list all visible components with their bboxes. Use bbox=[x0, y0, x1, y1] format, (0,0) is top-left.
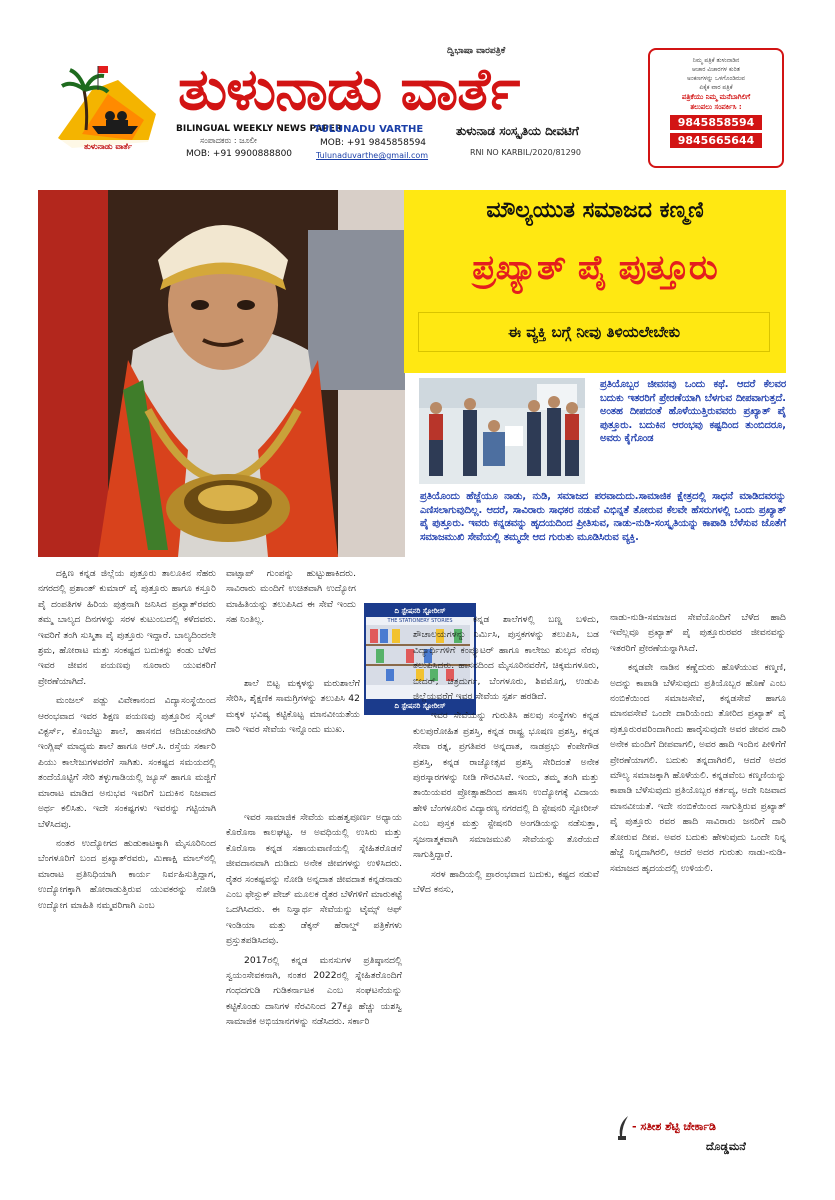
article-paragraph: ಕನ್ನಡ ಶಾಲೆಗಳಲ್ಲಿ ಬಣ್ಣ ಬಳಿದು, ಶೌಚಾಲಯಗಳನ್ನು ನಿರ್ಮಿಸಿ, ಪುಸ್ತಕಗಳನ್ನು ತಲುಪಿಸಿ, ಬಡ ವಿದ್ಯಾರ್ಥಿಗಳಿಗೆ ಕಂಪ್ಯೂಟರ್ ಹಾಗೂ ಕಾಲೇಜು ಶುಲ್ಕದ ನೆರವು ತಲುಪಿಸಿದರು. ಹಾಸನದಿಂದ ಮೈಸೂರಿನವರೆಗೆ, ಚಿಕ್ಕಮಗಳೂರು, ಬೀದರ್, ಚಿತ್ರದುರ್ಗ, ಬೆಂಗಳೂರು, ಶಿವಮೊಗ್ಗ, ಉಡುಪಿ ಜಿಲ್ಲೆಯವರೆಗೆ ಇವರ ಸೇವೆಯ ಸ್ಪರ್ಶ ಹರಡಿದೆ. bbox=[413, 614, 599, 703]
article-paragraph: ವಾಟ್ಸಾಪ್ ಗುಂಪನ್ನು ಹುಟ್ಟುಹಾಕಿದರು. ಸಾವಿರಾರು ಮಂದಿಗೆ ಉಚಿತವಾಗಿ ಉದ್ಯೋಗ ಮಾಹಿತಿಯನ್ನು ತಲುಪಿಸಿದ ಈ ಸೇವೆ ಇಂದು ಸಹ ನಿಂತಿಲ್ಲ. bbox=[226, 568, 356, 626]
ad-phone-1: 9845858594 bbox=[670, 115, 762, 130]
masthead-slogan: ತುಳುನಾಡ ಸಂಸ್ಕೃತಿಯ ದೀವಟಿಗೆ bbox=[456, 124, 579, 138]
article-paragraph: 2017ರಲ್ಲಿ ಕನ್ನಡ ಮನಸುಗಳ ಪ್ರತಿಷ್ಠಾನದಲ್ಲಿ ಸ್ವಯಂಸೇವಕನಾಗಿ, ನಂತರ 2022ರಲ್ಲಿ ಸ್ನೇಹಿತರೊಂದಿಗೆ ಗಂಧದಗುಡಿ ಗುಡಿಕರ್ನಾಟಕ ಎಂಬ ಸಂಘಟನೆಯನ್ನು ಕಟ್ಟಿಕೊಂಡು ದಾನಿಗಳ ನೆರವಿನಿಂದ 27ಕ್ಕೂ ಹೆಚ್ಚು ಯಶಸ್ವಿ ಸಾಮಾಜಿಕ ಅಭಿಯಾನಗಳನ್ನು ನಡೆಸಿದರು. ಸರ್ಕಾರಿ bbox=[226, 954, 402, 1028]
ad-call-line: ಪತ್ರಿಕೆಯು ನಿಮ್ಮ ಮನೆಬಾಗಿಲಿಗೆ bbox=[681, 93, 751, 101]
portrait-photo-graphic bbox=[38, 190, 405, 557]
editor-phone: MOB: +91 9900888800 bbox=[186, 149, 293, 159]
article-paragraph: ಇವರ ಸಾಮಾಜಿಕ ಸೇವೆಯ ಮಹತ್ವಪೂರ್ಣ ಅಧ್ಯಾಯ ಕೊರೊನಾ ಕಾಲಘಟ್ಟ. ಆ ಅವಧಿಯಲ್ಲಿ ಉಸಿರು ಮತ್ತು ಕೊರೊನಾ ಕನ್ನಡ ಸಹಾಯವಾಣಿಯಲ್ಲಿ ಸ್ನೇಹಿತರೊಡನೆ ಜೀವದಾನವಾಗಿ ದುಡಿದು ಅನೇಕ ಜೀವಗಳನ್ನು ಉಳಿಸಿದರು. ರೈತರ ಸಂಕಷ್ಟವನ್ನು ನೋಡಿ ಅನ್ನದಾತ ಜೀವದಾತ ಕನ್ನಡನಾಡು ಎಂಬ ಫೇಸ್ಬುಕ್ ಪೇಜ್ ಮೂಲಕ ರೈತರ ಬೆಳೆಗಳಿಗೆ ಮಾರುಕಟ್ಟೆ ಒದಗಿಸಿದರು. ಈ ನಿಸ್ವಾರ್ಥ ಸೇವೆಯನ್ನು ಟೈಮ್ಸ್ ಆಫ್ ಇಂಡಿಯಾ ಮತ್ತು ಡೆಕ್ಕನ್ ಹೆರಾಲ್ಡ್ ಪತ್ರಿಕೆಗಳು ಪ್ರಸ್ತುತಪಡಿಸಿದವು. bbox=[226, 812, 402, 947]
brand-phone: MOB: +91 9845858594 bbox=[320, 138, 427, 148]
article-column-2-top bbox=[226, 566, 356, 632]
quill-pen-icon bbox=[614, 1114, 632, 1142]
article-paragraph: ದಕ್ಷಿಣ ಕನ್ನಡ ಜಿಲ್ಲೆಯ ಪುತ್ತೂರು ತಾಲೂಕಿನ ನೆಹರು ನಗರದಲ್ಲಿ ಪ್ರಶಾಂತ್ ಕುಮಾರ್ ಪೈ ಪುತ್ತೂರು ಹಾಗೂ ಕಸ್ತೂರಿ ಪೈ ದಂಪತಿಗಳ ಹಿರಿಯ ಪುತ್ರನಾಗಿ ಜನಿಸಿದ ಪ್ರಖ್ಯಾತ್‌ರವರು ತಮ್ಮ ಬಾಲ್ಯದ ದಿನಗಳನ್ನು ಸರಳ ಕುಟುಂಬದಲ್ಲಿ ಕಳೆದವರು. ಇವರಿಗೆ ತಂಗಿ ಸುಸ್ಮಿತಾ ಪೈ ಪುತ್ತೂರು ಇದ್ದಾರೆ. ಬಾಲ್ಯದಿಂದಲೇ ಶ್ರಮ, ಹೋರಾಟ ಮತ್ತು ಸಂಕಷ್ಟದ ಬದುಕನ್ನು ಕಂಡು ಬೆಳೆದ ಇವರ ಜೀವನ ಪಯಣವು ನೂರಾರು ಯುವಕರಿಗೆ ಪ್ರೇರಣೆಯಾಗಿದೆ. bbox=[38, 568, 216, 687]
author-byline: - ಸತೀಶ ಶೆಟ್ಟಿ ಚೇರ್ಕಾಡಿ bbox=[632, 1120, 716, 1133]
brand-email-link[interactable]: Tulunaduvarthe@gmail.com bbox=[316, 151, 429, 160]
article-paragraph: ನಂತರ ಉದ್ಯೋಗದ ಹುಡುಕಾಟಕ್ಕಾಗಿ ಮೈಸೂರಿನಿಂದ ಬೆಂಗಳೂರಿಗೆ ಬಂದ ಪ್ರಖ್ಯಾತ್‌ರವರು, ಮಿಣಾಕ್ಷಿ ಮಾಲ್‌ನಲ್ಲಿ ಮಾರಾಟ ಪ್ರತಿನಿಧಿಯಾಗಿ ಕಾರ್ಯ ನಿರ್ವಹಿಸುತ್ತಿದ್ದಾಗ, ಉದ್ಯೋಗಕ್ಕಾಗಿ ಹೋರಾಡುತ್ತಿರುವ ಯುವಕರನ್ನು ನೋಡಿ ಉದ್ಯೋಗ ಮಾಹಿತಿ ನಮ್ಮವರಿಗಾಗಿ ಎಂಬ bbox=[38, 837, 216, 911]
author-place: ದೊಡ್ಡಮನೆ bbox=[706, 1140, 746, 1153]
logo-caption: ತುಳುನಾಡು ವಾರ್ತೆ bbox=[83, 142, 133, 151]
newspaper-logo bbox=[52, 50, 164, 158]
article-paragraph: ಕನ್ನಡವೇ ನಾಡಿನ ಕಣ್ಣೆದುರು ಹೊಳೆಯುವ ಕಣ್ಮಣಿ, ಅದನ್ನು ಕಾಪಾಡಿ ಬೆಳೆಸುವುದು ಪ್ರತಿಯೊಬ್ಬರ ಹೊಣೆ ಎಂಬ ನಂಬಿಕೆಯಿಂದ ಸಮಾಜಸೇವೆ, ಕನ್ನಡಸೇವೆ ಹಾಗೂ ಮಾನವಸೇವೆ ಒಂದೇ ದಾರಿಯೆಂದು ತೋರಿದ ಪ್ರಖ್ಯಾತ್ ಪೈ ಪುತ್ತೂರುರವರಿಂದಾಗಿಂದು ಹಾರೈಸುವುದೇ ಅವರ ಜೀವನ ದಾರಿ ಅನೇಕ ಮಂದಿಗೆ ದೀಪವಾಗಲಿ, ಅವರ ಹಾದಿ ಇಂದಿನ ಪೀಳಿಗೆಗೆ ಪ್ರೇರಣೆಯಾಗಲಿ. ಬದುಕು ತನ್ನದಾಗಿರಲಿ, ಆದರೆ ಅದರ ಮೌಲ್ಯ ಸಮಾಜಕ್ಕಾಗಿ ಹೊಳೆಯಲಿ. ಕನ್ನಡವೆಂಬ ಕಣ್ಮಣಿಯನ್ನು ಕಾಪಾಡಿ ಬೆಳೆಸುವುದು ಪ್ರತಿಯೊಬ್ಬರ ಕರ್ತವ್ಯ, ಅದೇ ನಿಜವಾದ ಮಾನವೀಯತೆ. ಇದೇ ನಂಬಿಕೆಯಿಂದ ಸಾಗುತ್ತಿರುವ ಪ್ರಖ್ಯಾತ್ ಪೈ ಪುತ್ತೂರು ರವರ ಹಾದಿ ಸಾವಿರಾರು ಜನರಿಗೆ ದಾರಿ ತೋರುವ ದೀಪ. ಅವರ ಬದುಕು ಹೇಳುವುದು ಒಂದೇ ನಿನ್ನ ಹೆಜ್ಜೆ ನಿನ್ನದಾಗಿರಲಿ, ಆದರೆ ಅದರ ಗುರುತು ನಾಡು-ನುಡಿ-ಸಮಾಜದ ಹೃದಯದಲ್ಲಿ ಉಳಿಯಲಿ. bbox=[610, 662, 786, 874]
ad-line: ನಿಮ್ಮ ಪತ್ರಿಕೆ ತುಳುನಾಡಿನ bbox=[692, 57, 740, 64]
headline-kicker: ಮೌಲ್ಯಯುತ ಸಮಾಜದ ಕಣ್ಮಣಿ bbox=[486, 198, 704, 223]
masthead-tagline: ದ್ವಿಭಾಷಾ ವಾರಪತ್ರಿಕೆ bbox=[447, 46, 506, 56]
article-column-4 bbox=[610, 610, 786, 880]
ad-line: ಆಚಾರ ವಿಚಾರಗಳ ಕುರಿತ bbox=[692, 66, 740, 73]
intro-long-text: ಪ್ರತಿಯೊಂದು ಹೆಜ್ಜೆಯೂ ನಾಡು, ನುಡಿ, ಸಮಾಜದ ಪರವಾದುದು.ಸಾಮಾಜಿಕ ಕ್ಷೇತ್ರದಲ್ಲಿ ಸಾಧನೆ ಮಾಡಿದವರನ್ನು ಎಣಿಸಲಾಗುವುದಿಲ್ಲ. ಆದರೆ, ಸಾವಿರಾರು ಸಾಧಕರ ನಡುವೆ ವಿಭಿನ್ನತೆ ತೋರುವ ಕೆಲವೇ ಹೆಸರುಗಳಲ್ಲಿ ಒಂದು ಪ್ರಖ್ಯಾತ್ ಪೈ ಪುತ್ತೂರು. ಇವರು ಕನ್ನಡವನ್ನು ಹೃದಯದಿಂದ ಪ್ರೀತಿಸುವ, ನಾಡು-ನುಡಿ-ಸಂಸ್ಕೃತಿಯನ್ನು ಕಾಪಾಡಿ ಬೆಳೆಸುವ ಜೊತೆಗೆ ಸಮಾಜಮುಖಿ ಸೇವೆಯಲ್ಲಿ ತಮ್ಮದೇ ಆದ ಗುರುತು ಮೂಡಿಸಿರುವ ವ್ಯಕ್ತಿ. bbox=[420, 491, 786, 543]
article-column-2-lower bbox=[226, 810, 402, 1034]
group-photo bbox=[419, 378, 585, 484]
shop-ad-header: ದಿ ಸ್ಟೇಷನರಿ ಸ್ಟೋರೀಸ್ bbox=[366, 605, 474, 617]
shop-ad-subtitle: THE STATIONERY STORIES bbox=[387, 618, 453, 624]
portrait-photo bbox=[38, 190, 405, 557]
masthead-title: ತುಳುನಾಡು ವಾರ್ತೆ bbox=[178, 55, 520, 123]
article-paragraph: ಮಂಜಲ್ ಪಡ್ಪು ವಿವೇಕಾನಂದ ವಿದ್ಯಾಸಂಸ್ಥೆಯಿಂದ ಆರಂಭವಾದ ಇವರ ಶಿಕ್ಷಣ ಪಯಣವು ಪುತ್ತೂರಿನ ಸೈಂಟ್ ವಿಕ್ಟರ್ಸ್, ಕೊಂಬೆಟ್ಟು ಶಾಲೆ, ಹಾಸನದ ಆದಿಚುಂಚನಗಿರಿ ಇಂಗ್ಲಿಷ್ ಮಾಧ್ಯಮ ಶಾಲೆ ಹಾಗೂ ಆರ್.ಸಿ. ರಸ್ತೆಯ ಸರ್ಕಾರಿ ಪಿಯು ಕಾಲೇಜುಗಳವರೆಗೆ ಸಾಗಿತು. ಸಂಕಷ್ಟದ ಸಮಯದಲ್ಲಿ ತಂದೆಯೊಟ್ಟಿಗೆ ಸೇರಿ ತಳ್ಳುಗಾಡಿಯಲ್ಲಿ ಜ್ಯೂಸ್ ಹಾಗೂ ಮಜ್ಜಿಗೆ ಮಾರಾಟ ಮಾಡಿದ ಅನುಭವ ಇವರಿಗೆ ಬದುಕಿನ ನಿಜವಾದ ಅರ್ಥ ಕಲಿಸಿತು. ಇದೇ ಸಂಕಷ್ಟಗಳು ಇವರನ್ನು ಗಟ್ಟಿಯಾಗಿ ಬೆಳೆಸಿದವು. bbox=[38, 695, 216, 830]
subscription-ad-box bbox=[648, 48, 784, 168]
ad-line: ಅಂಕಣಗಳನ್ನು ಒಳಗೊಂಡಿರುವ bbox=[686, 75, 745, 82]
article-column-2 bbox=[226, 676, 360, 742]
article-paragraph: ಇವರ ಸೇವೆಯನ್ನು ಗುರುತಿಸಿ ಹಲವು ಸಂಸ್ಥೆಗಳು ಕನ್ನಡ ಕುಲಪುರೋಹಿತ ಪ್ರಶಸ್ತಿ, ಕನ್ನಡ ರಾಷ್ಟ್ರ ಭೂಷಣ ಪ್ರಶಸ್ತಿ, ಕನ್ನಡ ಸೇವಾ ರತ್ನ, ಪ್ರಗತಿಪರ ಅನ್ನದಾತ, ನಾಡಪ್ರಭು ಕೆಂಪೇಗೌಡ ಪ್ರಶಸ್ತಿ, ಕನ್ನಡ ರಾಜ್ಯೋತ್ಸವ ಪ್ರಶಸ್ತಿ ಸೇರಿದಂತೆ ಅನೇಕ ಪುರಸ್ಕಾರಗಳನ್ನು ನೀಡಿ ಗೌರವಿಸಿವೆ. ಇಂದು, ತಮ್ಮ ತಂಗಿ ಮತ್ತು ತಾಯಿಯವರ ಪ್ರೋತ್ಸಾಹದಿಂದ ಹಾಸನಿ ಉದ್ಯೋಗಕ್ಕೆ ವಿದಾಯ ಹೇಳಿ ಬೆಂಗಳೂರಿನ ವಿದ್ಯಾರಣ್ಯ ನಗರದಲ್ಲಿ ದಿ ಸ್ಟೇಷನರಿ ಸ್ಟೋರೀಸ್ ಎಂಬ ಪುಸ್ತಕ ಮತ್ತು ಸ್ಟೇಷನರಿ ಅಂಗಡಿಯನ್ನು ನಡೆಸುತ್ತಾ, ಸೃಜನಾತ್ಮಕವಾಗಿ ಸಮಾಜಮುಖಿ ಸೇವೆಯನ್ನು ತೊರೆಯದೆ ಸಾಗುತ್ತಿದ್ದಾರೆ. bbox=[413, 710, 599, 861]
headline-name: ಪ್ರಖ್ಯಾತ್ ಪೈ ಪುತ್ತೂರು bbox=[472, 248, 718, 288]
shop-ad-footer: ದಿ ಸ್ಟೇಷನರಿ ಸ್ಟೋರೀಸ್ bbox=[366, 699, 474, 713]
ad-call-line: ತಲುಪಲು ಸಂಪರ್ಕಿಸಿ : bbox=[690, 103, 742, 111]
rni-number: RNI NO KARBIL/2020/81290 bbox=[470, 148, 581, 157]
brand-english-name: TULUNADU VARTHE bbox=[314, 124, 424, 135]
intro-short-text: ಪ್ರತಿಯೊಬ್ಬರ ಜೀವನವು ಒಂದು ಕಥೆ. ಆದರೆ ಕೆಲವರ ಬದುಕು ಇತರರಿಗೆ ಪ್ರೇರಣೆಯಾಗಿ ಬೆಳಗುವ ದೀಪವಾಗುತ್ತದೆ. ಅಂತಹ ದೀಪದಂತೆ ಹೊಳೆಯುತ್ತಿರುವವರು ಪ್ರಖ್ಯಾತ್ ಪೈ ಪುತ್ತೂರು. ಬದುಕಿನ ಆರಂಭವು ಕಷ್ಟದಿಂದ ತುಂಬಿದರೂ, ಅವರು ಕೈಗೊಂಡ bbox=[600, 379, 786, 444]
bilingual-label: BILINGUAL WEEKLY NEWS PAPER bbox=[176, 124, 342, 134]
article-column-3 bbox=[413, 612, 599, 901]
article-paragraph: ಶಾಲೆ ಬಿಟ್ಟ ಮಕ್ಕಳನ್ನು ಮರುಶಾಲೆಗೆ ಸೇರಿಸಿ, ಶೈಕ್ಷಣಿಕ ಸಾಮಗ್ರಿಗಳನ್ನು ತಲುಪಿಸಿ 42 ಮಕ್ಕಳ ಭವಿಷ್ಯ ಕಟ್ಟಿಕೊಟ್ಟ ಮಾನವೀಯತೆಯ ದಾರಿ ಇವರ ಸೇವೆಯ ಇನ್ನೊಂದು ಮುಖ. bbox=[226, 678, 360, 736]
ad-line: ಏಕೈಕ ವಾರ ಪತ್ರಿಕೆ bbox=[699, 84, 733, 91]
article-column-1 bbox=[38, 566, 216, 917]
ad-phone-2: 9845665644 bbox=[670, 133, 762, 148]
editor-name: ಸಂಪಾದಕರು : ಜೂಲೀ bbox=[200, 136, 257, 145]
headline-tagline: ಈ ವ್ಯಕ್ತಿ ಬಗ್ಗೆ ನೀವು ತಿಳಿಯಲೇಬೇಕು bbox=[418, 312, 770, 352]
group-photo-graphic bbox=[419, 378, 585, 484]
article-paragraph: ನಾಡು-ನುಡಿ-ಸಮಾಜದ ಸೇವೆಯೊಂದಿಗೆ ಬೆಳೆದ ಹಾದಿ ಇವೆಲ್ಲವೂ ಪ್ರಖ್ಯಾತ್ ಪೈ ಪುತ್ತೂರುರವರ ಜೀವನವನ್ನು ಇತರರಿಗೆ ಪ್ರೇರಣೆಯನ್ನಾಗಿಸಿದೆ. bbox=[610, 612, 786, 654]
article-paragraph: ಸರಳ ಹಾದಿಯಲ್ಲಿ ಪ್ರಾರಂಭವಾದ ಬದುಕು, ಕಷ್ಟದ ನಡುವೆ ಬೆಳೆದ ಕನಸು, bbox=[413, 868, 599, 895]
